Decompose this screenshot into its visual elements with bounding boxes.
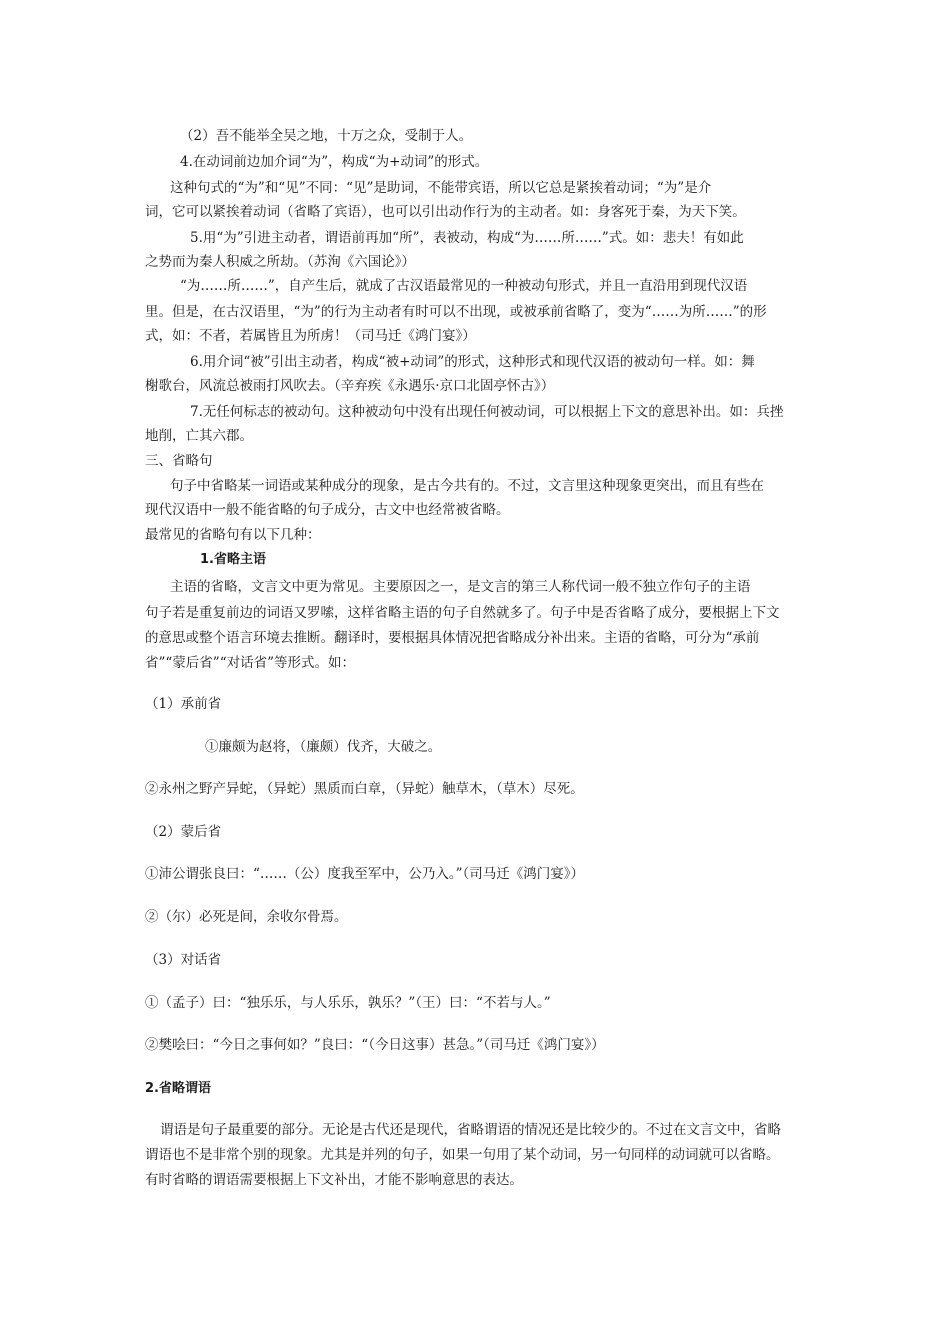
text-line: （1）承前省	[145, 696, 222, 712]
text-line: 里。但是，在古汉语里，“为”的行为主动者有时可以不出现，或被承前省略了，变为“……为所……”的形	[145, 304, 767, 320]
text-line: 这种句式的“为”和“见”不同：“见”是助词，不能带宾语，所以它总是紧挨着动词；“为”是介	[170, 180, 712, 196]
text-line: ②永州之野产异蛇，（异蛇）黑质而白章，（异蛇）触草木，（草木）尽死。	[145, 781, 584, 797]
subsection-heading: 1.省略主语	[200, 552, 266, 567]
text-line: 省”“蒙后省”“对话省”等形式。如：	[145, 655, 356, 671]
subsection-heading: 2.省略谓语	[145, 1081, 211, 1096]
text-line: “为……所……”，自产生后，就成了古汉语最常见的一种被动句形式，并且一直沿用到现代汉语	[180, 278, 748, 294]
text-line: 句子若是重复前边的词语又罗嗦，这样省略主语的句子自然就多了。句子中是否省略了成分，要根据上下文	[145, 605, 780, 621]
text-line: 主语的省略，文言文中更为常见。主要原因之一，是文言的第三人称代词一般不独立作句子的主语	[170, 579, 751, 595]
text-line: （3）对话省	[145, 952, 222, 968]
text-line: ②（尔）必死是间，余收尔骨焉。	[145, 909, 348, 925]
text-line: ①沛公谓张良曰：“……（公）度我至军中，公乃入。”（司马迁《鸿门宴》）	[145, 866, 585, 882]
text-line: 句子中省略某一词语或某种成分的现象，是古今共有的。不过，文言里这种现象更突出，而且有些在	[170, 478, 764, 494]
text-line: 谓语是句子最重要的部分。无论是古代还是现代，省略谓语的情况还是比较少的。不过在文言文中，省略	[160, 1122, 781, 1138]
text-line: 7.无任何标志的被动句。这种被动句中没有出现任何被动词，可以根据上下文的意思补出。如：兵挫	[190, 404, 784, 420]
text-line: （2）蒙后省	[145, 824, 222, 840]
text-line: ①廉颇为赵将，（廉颇）伐齐，大破之。	[205, 739, 442, 755]
text-line: ②樊哙曰：“今日之事何如？”良曰：“（今日这事）甚急。”（司马迁《鸿门宴》）	[145, 1037, 605, 1053]
text-line: 有时省略的谓语需要根据上下文补出，才能不影响意思的表达。	[145, 1172, 523, 1188]
text-line: 地削，亡其六郡。	[145, 428, 253, 444]
text-line: 词，它可以紧挨着动词（省略了宾语），也可以引出动作行为的主动者。如：身客死于秦，为天下笑。	[145, 204, 746, 220]
text-line: 4.在动词前边加介词“为”，构成“为+动词”的形式。	[180, 154, 489, 170]
text-line: 最常见的省略句有以下几种：	[145, 527, 321, 543]
text-line: 现代汉语中一般不能省略的句子成分，古文中也经常被省略。	[145, 502, 510, 518]
section-heading: 三、省略句	[145, 453, 213, 469]
text-line: 的意思或整个语言环境去推断。翻译时，要根据具体情况把省略成分补出来。主语的省略，可分为“承前	[145, 630, 760, 646]
text-line: 6.用介词“被”引出主动者，构成“被+动词”的形式，这种形式和现代汉语的被动句一样。如：舞	[190, 354, 755, 370]
text-line: 之势而为秦人积威之所劫。（苏洵《六国论》）	[145, 254, 415, 270]
text-line: （2）吾不能举全吴之地，十万之众，受制于人。	[180, 128, 473, 144]
text-line: 榭歌台，风流总被雨打风吹去。（辛弃疾《永遇乐·京口北固亭怀古》）	[145, 378, 555, 394]
text-line: ①（孟子）曰：“独乐乐，与人乐乐，孰乐？”（王）曰：“不若与人。”	[145, 995, 551, 1011]
text-line: 5.用“为”引进主动者，谓语前再加“所”，表被动，构成“为……所……”式。如：悲夫！有如此	[190, 230, 744, 246]
text-line: 式，如：不者，若属皆且为所虏！（司马迁《鸿门宴》）	[145, 328, 476, 344]
text-line: 谓语也不是非常个别的现象。尤其是并列的句子，如果一句用了某个动词，另一句同样的动词就可以省略。	[145, 1147, 780, 1163]
